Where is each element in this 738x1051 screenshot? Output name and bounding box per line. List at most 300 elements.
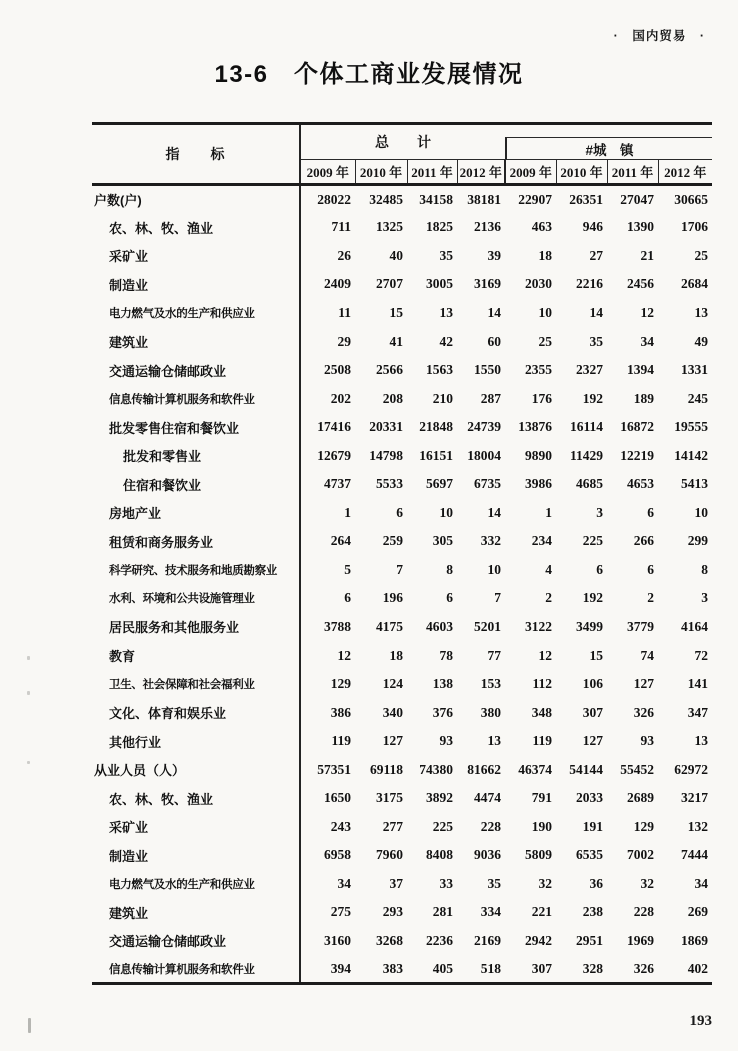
row-label: 信息传输计算机服务和软件业 [92, 955, 300, 984]
row-label: 信息传输计算机服务和软件业 [92, 384, 300, 413]
cell-value: 334 [480, 904, 501, 920]
cell-value: 16872 [620, 419, 654, 435]
table-row [92, 755, 712, 784]
cell-value: 2136 [474, 219, 501, 235]
year-header-total-2012: 2012 年 [457, 160, 505, 185]
cell-value: 196 [382, 590, 403, 606]
cell-value: 2409 [324, 276, 351, 292]
scan-artifact [27, 691, 30, 695]
cell-value: 13 [439, 304, 453, 320]
cell-value: 18 [389, 647, 403, 663]
cell-value: 2684 [681, 276, 708, 292]
row-label: 电力燃气及水的生产和供应业 [92, 299, 300, 328]
cell-value: 36 [589, 875, 603, 891]
cell-value: 277 [382, 818, 403, 834]
cell-value: 518 [480, 960, 501, 976]
cell-value: 225 [432, 818, 453, 834]
cell-value: 9890 [525, 447, 552, 463]
cell-value: 4474 [474, 790, 501, 806]
cell-value: 1563 [426, 362, 453, 378]
cell-value: 6 [647, 561, 654, 577]
cell-value: 202 [330, 390, 351, 406]
row-label: 制造业 [92, 841, 300, 870]
running-head: · 国内贸易 · [613, 29, 705, 43]
cell-value: 6735 [474, 476, 501, 492]
cell-value: 72 [694, 647, 708, 663]
cell-value: 2327 [576, 362, 603, 378]
row-label: 制造业 [92, 270, 300, 299]
cell-value: 49 [694, 333, 708, 349]
table-row [92, 327, 712, 356]
cell-value: 129 [633, 818, 654, 834]
cell-value: 12679 [317, 447, 351, 463]
row-label: 租赁和商务服务业 [92, 527, 300, 556]
cell-value: 124 [382, 676, 403, 692]
cell-value: 7444 [681, 847, 708, 863]
cell-value: 5533 [376, 476, 403, 492]
row-label: 其他行业 [92, 727, 300, 756]
cell-value: 20331 [369, 419, 403, 435]
row-label: 批发和零售业 [92, 441, 300, 470]
cell-value: 332 [480, 533, 501, 549]
group-header-row [92, 124, 712, 160]
cell-value: 25 [538, 333, 552, 349]
row-label: 教育 [92, 641, 300, 670]
cell-value: 32 [640, 875, 654, 891]
page-number: 193 [689, 1013, 712, 1029]
cell-value: 386 [330, 704, 351, 720]
cell-value: 28022 [317, 191, 351, 207]
cell-value: 77 [487, 647, 501, 663]
table-row [92, 727, 712, 756]
cell-value: 32485 [369, 191, 403, 207]
cell-value: 62972 [674, 761, 708, 777]
statistics-table [92, 122, 712, 985]
cell-value: 10 [487, 561, 501, 577]
cell-value: 307 [531, 960, 552, 976]
total-group-header: 总 计 [375, 134, 431, 150]
cell-value: 326 [633, 960, 654, 976]
cell-value: 3986 [525, 476, 552, 492]
cell-value: 34158 [419, 191, 453, 207]
cell-value: 8408 [426, 847, 453, 863]
scan-artifact [28, 1018, 31, 1033]
cell-value: 348 [531, 704, 552, 720]
cell-value: 13 [487, 733, 501, 749]
scan-artifact [27, 656, 30, 660]
cell-value: 7 [494, 590, 501, 606]
cell-value: 2030 [525, 276, 552, 292]
cell-value: 16151 [419, 447, 453, 463]
cell-value: 41 [389, 333, 403, 349]
row-label: 交通运输仓储邮政业 [92, 927, 300, 956]
cell-value: 245 [687, 390, 708, 406]
cell-value: 328 [582, 960, 603, 976]
cell-value: 11 [338, 304, 351, 320]
year-header-urban-2012: 2012 年 [658, 160, 712, 185]
cell-value: 402 [687, 960, 708, 976]
table-row [92, 670, 712, 699]
cell-value: 26 [337, 247, 351, 263]
row-label: 交通运输仓储邮政业 [92, 356, 300, 385]
cell-value: 210 [432, 390, 453, 406]
indicator-column-header: 指 标 [92, 124, 300, 185]
table-row [92, 613, 712, 642]
cell-value: 18 [538, 247, 552, 263]
cell-value: 106 [582, 676, 603, 692]
cell-value: 42 [439, 333, 453, 349]
cell-value: 191 [582, 818, 603, 834]
table-row [92, 927, 712, 956]
row-label: 农、林、牧、渔业 [92, 784, 300, 813]
row-label: 居民服务和其他服务业 [92, 613, 300, 642]
cell-value: 307 [582, 704, 603, 720]
cell-value: 25 [694, 247, 708, 263]
cell-value: 3005 [426, 276, 453, 292]
cell-value: 21 [640, 247, 654, 263]
row-label: 农、林、牧、渔业 [92, 213, 300, 242]
cell-value: 2707 [376, 276, 403, 292]
cell-value: 93 [439, 733, 453, 749]
cell-value: 6958 [324, 847, 351, 863]
cell-value: 3892 [426, 790, 453, 806]
table-row [92, 384, 712, 413]
year-header-total-2009: 2009 年 [300, 160, 355, 185]
cell-value: 4737 [324, 476, 351, 492]
row-label: 住宿和餐饮业 [92, 470, 300, 499]
cell-value: 74 [640, 647, 654, 663]
cell-value: 14 [487, 304, 501, 320]
cell-value: 3169 [474, 276, 501, 292]
cell-value: 711 [331, 219, 351, 235]
urban-group-header [505, 124, 712, 160]
cell-value: 238 [582, 904, 603, 920]
cell-value: 132 [687, 818, 708, 834]
cell-value: 3788 [324, 618, 351, 634]
cell-value: 3268 [376, 932, 403, 948]
cell-value: 4603 [426, 618, 453, 634]
cell-value: 176 [531, 390, 552, 406]
cell-value: 54144 [569, 761, 603, 777]
table-row [92, 556, 712, 585]
cell-value: 3160 [324, 932, 351, 948]
cell-value: 29 [337, 333, 351, 349]
row-label: 文化、体育和娱乐业 [92, 698, 300, 727]
cell-value: 3779 [627, 618, 654, 634]
cell-value: 10 [538, 304, 552, 320]
cell-value: 2942 [525, 932, 552, 948]
cell-value: 2 [647, 590, 654, 606]
cell-value: 405 [432, 960, 453, 976]
scan-artifact [27, 761, 30, 764]
cell-value: 2689 [627, 790, 654, 806]
cell-value: 6 [396, 504, 403, 520]
cell-value: 347 [687, 704, 708, 720]
cell-value: 1550 [474, 362, 501, 378]
cell-value: 129 [330, 676, 351, 692]
cell-value: 81662 [467, 761, 501, 777]
cell-value: 3499 [576, 618, 603, 634]
cell-value: 791 [531, 790, 552, 806]
cell-value: 2169 [474, 932, 501, 948]
cell-value: 127 [633, 676, 654, 692]
cell-value: 11429 [569, 447, 603, 463]
table-row [92, 213, 712, 242]
cell-value: 35 [487, 875, 501, 891]
cell-value: 192 [582, 590, 603, 606]
cell-value: 3122 [525, 618, 552, 634]
table-row [92, 641, 712, 670]
cell-value: 34 [640, 333, 654, 349]
cell-value: 208 [382, 390, 403, 406]
cell-value: 27 [589, 247, 603, 263]
year-header-total-2010: 2010 年 [355, 160, 407, 185]
cell-value: 6 [344, 590, 351, 606]
cell-value: 1650 [324, 790, 351, 806]
cell-value: 22907 [518, 191, 552, 207]
cell-value: 340 [382, 704, 403, 720]
cell-value: 189 [633, 390, 654, 406]
row-label: 电力燃气及水的生产和供应业 [92, 870, 300, 899]
cell-value: 127 [382, 733, 403, 749]
year-header-urban-2009: 2009 年 [505, 160, 556, 185]
cell-value: 18004 [467, 447, 501, 463]
cell-value: 40 [389, 247, 403, 263]
cell-value: 10 [439, 504, 453, 520]
table-row [92, 584, 712, 613]
row-label: 水利、环境和公共设施管理业 [92, 584, 300, 613]
cell-value: 2508 [324, 362, 351, 378]
cell-value: 4685 [576, 476, 603, 492]
row-label: 科学研究、技术服务和地质勘察业 [92, 556, 300, 585]
table-row [92, 784, 712, 813]
cell-value: 112 [532, 676, 552, 692]
cell-value: 228 [480, 818, 501, 834]
cell-value: 2951 [576, 932, 603, 948]
cell-value: 2355 [525, 362, 552, 378]
cell-value: 14 [589, 304, 603, 320]
cell-value: 8 [446, 561, 453, 577]
cell-value: 35 [439, 247, 453, 263]
cell-value: 127 [582, 733, 603, 749]
cell-value: 119 [532, 733, 552, 749]
row-label: 批发零售住宿和餐饮业 [92, 413, 300, 442]
cell-value: 946 [582, 219, 603, 235]
table-row [92, 242, 712, 271]
cell-value: 78 [439, 647, 453, 663]
cell-value: 17416 [317, 419, 351, 435]
cell-value: 14798 [369, 447, 403, 463]
table-body [92, 185, 712, 984]
cell-value: 1325 [376, 219, 403, 235]
row-label: 采矿业 [92, 813, 300, 842]
cell-value: 1331 [681, 362, 708, 378]
table-row [92, 470, 712, 499]
cell-value: 93 [640, 733, 654, 749]
cell-value: 299 [687, 533, 708, 549]
table-wrapper [92, 122, 712, 985]
cell-value: 293 [382, 904, 403, 920]
cell-value: 3175 [376, 790, 403, 806]
cell-value: 13876 [518, 419, 552, 435]
cell-value: 380 [480, 704, 501, 720]
cell-value: 5697 [426, 476, 453, 492]
cell-value: 264 [330, 533, 351, 549]
row-label: 房地产业 [92, 499, 300, 528]
cell-value: 7 [396, 561, 403, 577]
row-label: 建筑业 [92, 327, 300, 356]
table-row [92, 499, 712, 528]
cell-value: 3 [701, 590, 708, 606]
cell-value: 12 [538, 647, 552, 663]
cell-value: 326 [633, 704, 654, 720]
cell-value: 5 [344, 561, 351, 577]
table-row [92, 356, 712, 385]
cell-value: 463 [531, 219, 552, 235]
cell-value: 2456 [627, 276, 654, 292]
cell-value: 26351 [569, 191, 603, 207]
cell-value: 4653 [627, 476, 654, 492]
row-label: 户数(户) [92, 185, 300, 214]
table-row [92, 299, 712, 328]
row-label: 建筑业 [92, 898, 300, 927]
cell-value: 12219 [620, 447, 654, 463]
cell-value: 12 [640, 304, 654, 320]
cell-value: 394 [330, 960, 351, 976]
cell-value: 221 [531, 904, 552, 920]
cell-value: 266 [633, 533, 654, 549]
cell-value: 6 [596, 561, 603, 577]
cell-value: 5809 [525, 847, 552, 863]
cell-value: 243 [330, 818, 351, 834]
urban-group-box [505, 137, 712, 159]
cell-value: 259 [382, 533, 403, 549]
cell-value: 9036 [474, 847, 501, 863]
year-header-urban-2011: 2011 年 [607, 160, 658, 185]
year-header-total-2011: 2011 年 [407, 160, 457, 185]
cell-value: 1869 [681, 932, 708, 948]
row-label: 从业人员（人） [92, 755, 300, 784]
table-row [92, 185, 712, 214]
cell-value: 7002 [627, 847, 654, 863]
cell-value: 305 [432, 533, 453, 549]
urban-group-label: #城 镇 [585, 142, 634, 158]
cell-value: 8 [701, 561, 708, 577]
table-row [92, 841, 712, 870]
table-row [92, 441, 712, 470]
table-row [92, 870, 712, 899]
cell-value: 15 [589, 647, 603, 663]
cell-value: 7960 [376, 847, 403, 863]
cell-value: 119 [331, 733, 351, 749]
cell-value: 2216 [576, 276, 603, 292]
row-label: 采矿业 [92, 242, 300, 271]
cell-value: 74380 [419, 761, 453, 777]
cell-value: 4 [545, 561, 552, 577]
cell-value: 281 [432, 904, 453, 920]
cell-value: 225 [582, 533, 603, 549]
cell-value: 2 [545, 590, 552, 606]
cell-value: 2033 [576, 790, 603, 806]
cell-value: 38181 [467, 191, 501, 207]
table-row [92, 270, 712, 299]
cell-value: 35 [589, 333, 603, 349]
cell-value: 269 [687, 904, 708, 920]
cell-value: 5201 [474, 618, 501, 634]
table-row [92, 813, 712, 842]
cell-value: 13 [694, 733, 708, 749]
cell-value: 16114 [569, 419, 603, 435]
cell-value: 141 [687, 676, 708, 692]
cell-value: 3217 [681, 790, 708, 806]
cell-value: 1706 [681, 219, 708, 235]
cell-value: 228 [633, 904, 654, 920]
cell-value: 14 [487, 504, 501, 520]
cell-value: 6 [647, 504, 654, 520]
cell-value: 10 [694, 504, 708, 520]
cell-value: 1390 [627, 219, 654, 235]
cell-value: 3 [596, 504, 603, 520]
cell-value: 34 [694, 875, 708, 891]
cell-value: 57351 [317, 761, 351, 777]
cell-value: 34 [337, 875, 351, 891]
cell-value: 1 [344, 504, 351, 520]
cell-value: 39 [487, 247, 501, 263]
table-row [92, 955, 712, 984]
cell-value: 190 [531, 818, 552, 834]
cell-value: 6 [446, 590, 453, 606]
cell-value: 69118 [369, 761, 403, 777]
cell-value: 383 [382, 960, 403, 976]
cell-value: 60 [487, 333, 501, 349]
cell-value: 33 [439, 875, 453, 891]
cell-value: 37 [389, 875, 403, 891]
cell-value: 30665 [674, 191, 708, 207]
cell-value: 32 [538, 875, 552, 891]
cell-value: 27047 [620, 191, 654, 207]
table-row [92, 527, 712, 556]
year-header-urban-2010: 2010 年 [556, 160, 607, 185]
cell-value: 24739 [467, 419, 501, 435]
cell-value: 4175 [376, 618, 403, 634]
cell-value: 5413 [681, 476, 708, 492]
cell-value: 234 [531, 533, 552, 549]
cell-value: 6535 [576, 847, 603, 863]
cell-value: 19555 [674, 419, 708, 435]
table-row [92, 898, 712, 927]
table-row [92, 413, 712, 442]
cell-value: 1 [545, 504, 552, 520]
cell-value: 1969 [627, 932, 654, 948]
cell-value: 55452 [620, 761, 654, 777]
cell-value: 4164 [681, 618, 708, 634]
cell-value: 14142 [674, 447, 708, 463]
cell-value: 21848 [419, 419, 453, 435]
row-label: 卫生、社会保障和社会福利业 [92, 670, 300, 699]
cell-value: 153 [480, 676, 501, 692]
cell-value: 2566 [376, 362, 403, 378]
cell-value: 46374 [518, 761, 552, 777]
page-title: 13-6 个体工商业发展情况 [214, 61, 524, 88]
cell-value: 287 [480, 390, 501, 406]
cell-value: 376 [432, 704, 453, 720]
cell-value: 192 [582, 390, 603, 406]
cell-value: 12 [337, 647, 351, 663]
cell-value: 2236 [426, 932, 453, 948]
cell-value: 13 [694, 304, 708, 320]
table-row [92, 698, 712, 727]
cell-value: 138 [432, 676, 453, 692]
